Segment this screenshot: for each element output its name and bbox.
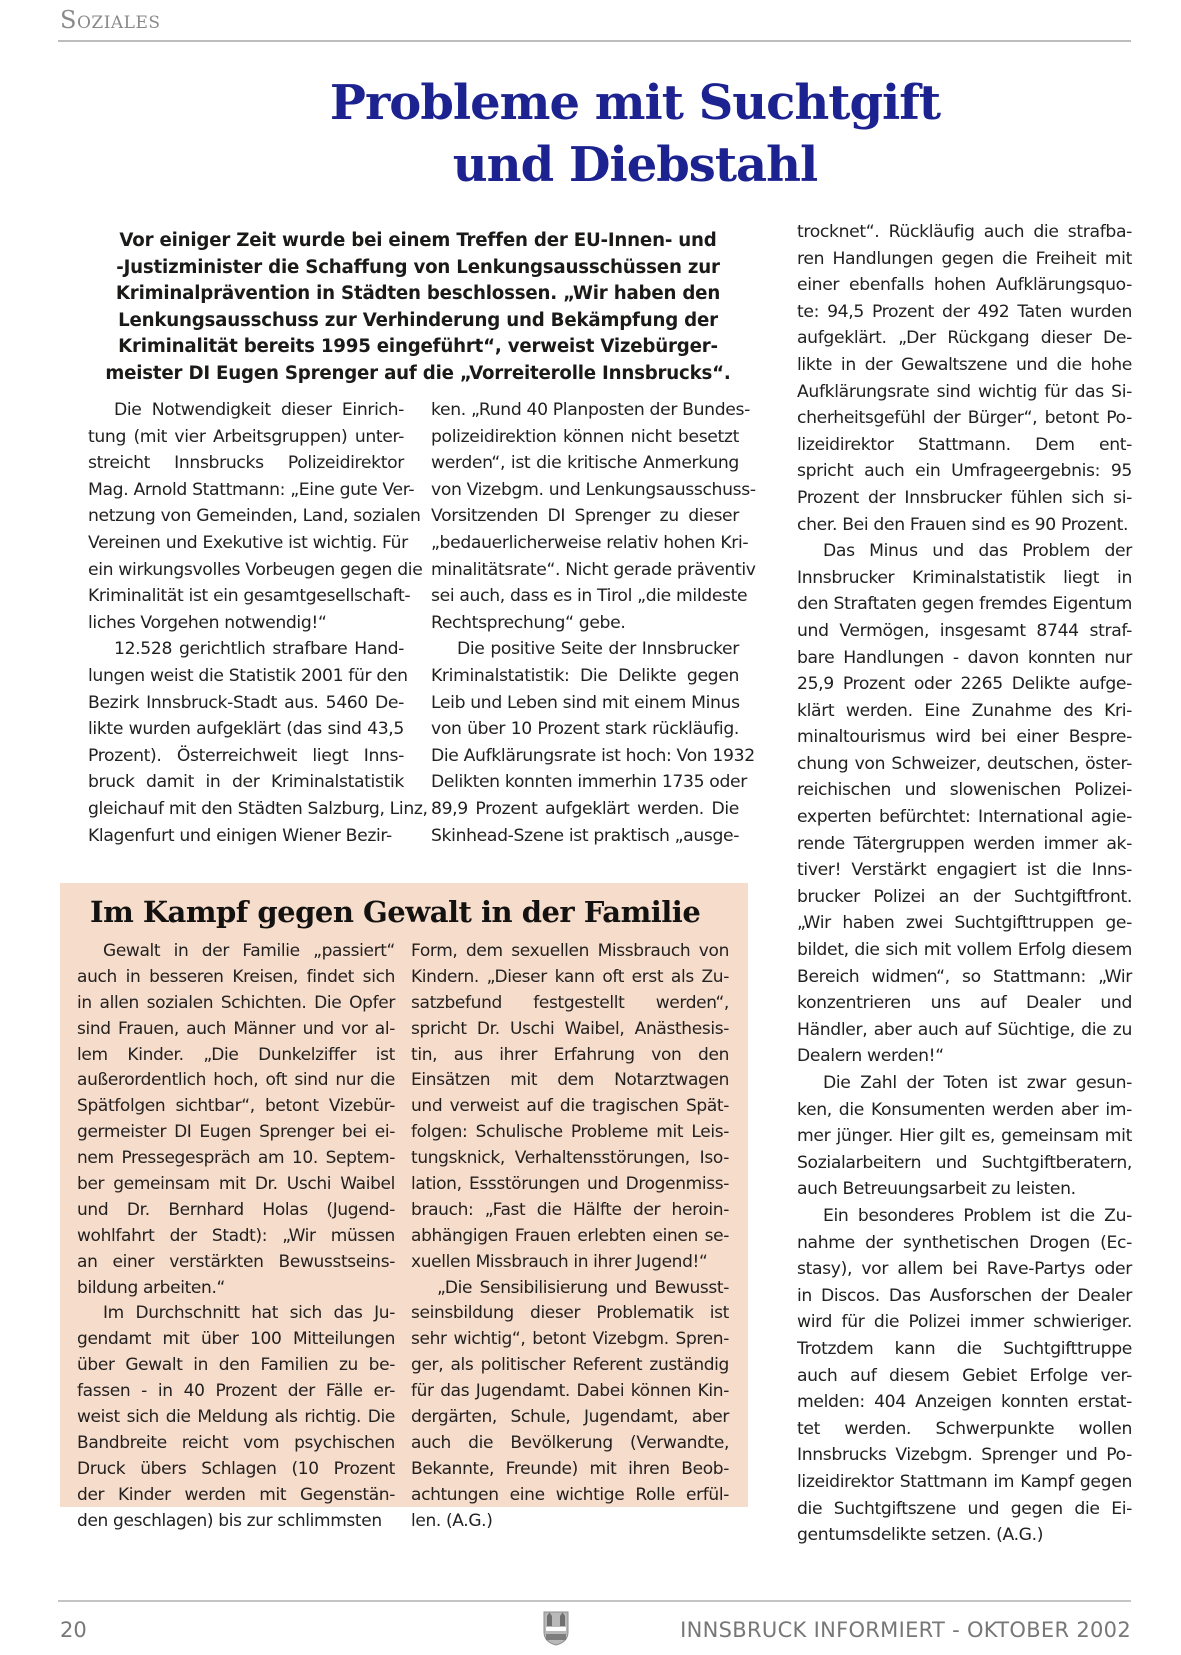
text-line: minaltourismus wird bei einer Bespre-: [797, 727, 1132, 748]
text-line: tin, aus ihrer Erfahrung von den: [411, 1044, 729, 1065]
text-line: nahme der synthetischen Drogen (Ec-: [797, 1232, 1132, 1253]
text-line: streicht Innsbrucks Polizeidirektor: [88, 453, 404, 474]
text-line: auch die Bevölkerung (Verwandte,: [411, 1432, 729, 1453]
text-line: auch auf diesem Gebiet Erfolge ver-: [797, 1365, 1132, 1386]
text-line: sei auch, dass es in Tirol „die mildeste: [431, 586, 748, 607]
text-line: lation, Essstörungen und Drogenmiss-: [411, 1174, 729, 1195]
text-line: für das Jugendamt. Dabei können Kin-: [411, 1381, 729, 1402]
text-line: auch in besseren Kreisen, findet sich: [77, 966, 395, 987]
text-line: cher. Bei den Frauen sind es 90 Prozent.: [797, 514, 1129, 535]
text-line: konzentrieren uns auf Dealer und: [797, 993, 1132, 1014]
text-line: Ein besonderes Problem ist die Zu-: [823, 1205, 1132, 1226]
text-line: gendamt mit über 100 Mitteilungen: [77, 1329, 395, 1350]
lead-line: Kriminalität bereits 1995 eingeführt“, verweist Vizebürger-: [118, 336, 718, 357]
sidebar-box: [60, 883, 748, 1531]
text-line: von über 10 Prozent stark rückläufig.: [431, 719, 739, 740]
text-line: chung von Schweizer, deutschen, öster-: [797, 753, 1132, 774]
text-line: „Die Sensibilisierung und Bewusst-: [437, 1277, 729, 1298]
lead-line: Lenkungsausschuss zur Verhinderung und Bekämpfung der: [118, 309, 718, 331]
text-line: 12.528 gerichtlich strafbare Hand-: [114, 639, 404, 660]
text-line: gentumsdelikte setzen. (A.G.): [797, 1525, 1044, 1546]
text-line: den Straftaten gegen fremdes Eigentum: [797, 594, 1132, 615]
text-line: dergärten, Schule, Jugendamt, aber: [411, 1407, 729, 1428]
text-line: den geschlagen) bis zur schlimmsten: [77, 1510, 382, 1531]
text-line: und Vermögen, insgesamt 8744 straf-: [797, 620, 1132, 641]
article-column-1: [88, 397, 428, 849]
article-column-2: [431, 397, 756, 849]
text-line: Bezirk Innsbruck-Stadt aus. 5460 De-: [88, 692, 404, 713]
text-line: Vorsitzenden DI Sprenger zu dieser: [431, 506, 739, 527]
text-line: satzbefund festgestellt werden“,: [411, 992, 729, 1013]
text-line: Die Aufklärungsrate ist hoch: Von 1932: [431, 745, 755, 766]
text-line: über Gewalt in den Familien zu be-: [77, 1355, 395, 1376]
text-line: Prozent der Innsbrucker fühlen sich si-: [797, 487, 1132, 508]
text-line: und verweist auf die tragischen Spät-: [411, 1096, 729, 1117]
article-headline: [60, 72, 1120, 196]
text-line: lem Kinder. „Die Dunkelziffer ist: [77, 1044, 395, 1065]
text-line: experten befürchtet: International agie-: [797, 807, 1132, 828]
text-line: spricht auch ein Umfrageergebnis: 95: [797, 461, 1132, 482]
text-line: likte in der Gewaltszene und die hohe: [797, 354, 1132, 375]
text-line: Prozent). Österreichweit liegt Inns-: [88, 745, 404, 766]
text-line: lizeidirektor Stattmann. Dem ent-: [797, 434, 1132, 455]
text-line: einer ebenfalls hohen Aufklärungsquo-: [797, 275, 1132, 296]
text-line: Kriminalstatistik: Die Delikte gegen: [431, 665, 739, 686]
text-line: stasy), vor allem bei Rave-Partys oder: [797, 1259, 1132, 1280]
text-line: Leib und Leben sind mit einem Minus: [431, 692, 740, 713]
text-line: aufgeklärt. „Der Rückgang dieser De-: [797, 328, 1132, 349]
top-divider: [58, 40, 1131, 42]
text-line: melden: 404 Anzeigen konnten erstat-: [797, 1392, 1132, 1413]
text-line: „bedauerlicherweise relativ hohen Kri-: [431, 532, 749, 553]
text-line: nem Pressegespräch am 10. Septem-: [77, 1148, 395, 1169]
text-line: brucker Polizei an der Suchtgiftfront.: [797, 886, 1132, 907]
text-line: likte wurden aufgeklärt (das sind 43,5: [88, 719, 404, 740]
text-line: ren Handlungen gegen die Freiheit mit: [797, 248, 1132, 269]
text-line: in allen sozialen Schichten. Die Opfer: [77, 992, 395, 1013]
text-line: 89,9 Prozent aufgeklärt werden. Die: [431, 798, 739, 819]
text-line: achtungen eine wichtige Rolle erfül-: [411, 1484, 729, 1505]
text-line: ein wirkungsvolles Vorbeugen gegen die: [88, 559, 423, 580]
text-line: Form, dem sexuellen Missbrauch von: [411, 941, 729, 961]
text-line: an einer verstärkten Bewusstseins-: [77, 1251, 395, 1272]
text-line: ger, als politischer Referent zuständig: [411, 1355, 729, 1376]
text-line: liches Vorgehen notwendig!“: [88, 612, 327, 633]
text-line: lungen weist die Statistik 2001 für den: [88, 665, 408, 686]
text-line: Die positive Seite der Innsbrucker: [457, 639, 739, 660]
text-line: von Vizebgm. und Lenkungsausschuss-: [431, 479, 756, 500]
text-line: lizeidirektor Stattmann im Kampf gegen: [797, 1471, 1132, 1492]
text-line: Gewalt in der Familie „passiert“: [103, 941, 395, 961]
text-line: wohlfahrt der Stadt): „Wir müssen: [77, 1225, 395, 1246]
headline-line: und Diebstahl: [452, 137, 818, 193]
bottom-divider: [58, 1600, 1131, 1602]
text-line: bruck damit in der Kriminalstatistik: [88, 772, 404, 793]
text-line: te: 94,5 Prozent der 492 Taten wurden: [797, 301, 1132, 322]
text-line: weist sich die Meldung als richtig. Die: [77, 1407, 395, 1428]
text-line: sind Frauen, auch Männer und vor al-: [77, 1018, 395, 1039]
text-line: die Suchtgiftszene und gegen die Ei-: [797, 1498, 1132, 1519]
text-line: gleichauf mit den Städten Salzburg, Linz,: [88, 798, 428, 819]
sidebar-column-1: [77, 939, 395, 1534]
lead-line: -Justizminister die Schaffung von Lenkungsausschüssen zur: [116, 256, 720, 278]
text-line: len. (A.G.): [411, 1510, 493, 1531]
text-line: ber gemeinsam mit Dr. Uschi Waibel: [77, 1174, 395, 1195]
text-line: tungsknick, Verhaltensstörungen, Iso-: [411, 1148, 729, 1169]
text-line: 25,9 Prozent oder 2265 Delikte aufge-: [797, 674, 1132, 695]
text-line: tet werden. Schwerpunkte wollen: [797, 1418, 1132, 1439]
text-line: tiver! Verstärkt engagiert ist die Inns-: [797, 860, 1132, 881]
text-line: trocknet“. Rückläufig auch die strafba-: [797, 222, 1132, 242]
text-line: Die Zahl der Toten ist zwar gesun-: [823, 1073, 1132, 1093]
text-line: rende Tätergruppen werden immer ak-: [797, 833, 1132, 854]
text-line: Aufklärungsrate sind wichtig für das Si-: [797, 381, 1132, 402]
text-line: Sozialarbeitern und Suchtgiftberatern,: [797, 1152, 1132, 1173]
text-line: polizeidirektion können nicht besetzt: [431, 426, 739, 447]
text-line: folgen: Schulische Probleme mit Leis-: [411, 1122, 729, 1143]
text-line: auch Betreuungsarbeit zu leisten.: [797, 1179, 1076, 1200]
text-line: mer jünger. Hier gilt es, gemeinsam mit: [797, 1126, 1132, 1147]
text-line: Bekannte, Freunde) mit ihren Beob-: [411, 1458, 729, 1479]
lead-line: Vor einiger Zeit wurde bei einem Treffen der EU-Innen- und: [119, 230, 717, 251]
text-line: Die Notwendigkeit dieser Einrich-: [114, 400, 404, 420]
headline-line: Probleme mit Suchtgift: [329, 75, 941, 131]
text-line: Bandbreite reicht vom psychischen: [77, 1432, 395, 1453]
text-line: brauch: „Fast die Hälfte der heroin-: [411, 1199, 729, 1220]
text-line: wird für die Polizei immer schwieriger.: [797, 1312, 1132, 1333]
text-line: und Dr. Bernhard Holas (Jugend-: [77, 1199, 395, 1220]
text-line: Vereinen und Exekutive ist wichtig. Für: [88, 532, 408, 553]
text-line: Skinhead-Szene ist praktisch „ausge-: [431, 825, 740, 846]
text-line: Innsbrucker Kriminalstatistik liegt in: [797, 567, 1132, 588]
text-line: tung (mit vier Arbeitsgruppen) unter-: [88, 426, 404, 447]
text-line: Das Minus und das Problem der: [823, 541, 1132, 562]
text-line: der Kinder werden mit Gegenstän-: [77, 1484, 395, 1505]
text-line: Bereich widmen“, so Stattmann: „Wir: [797, 966, 1132, 987]
text-line: „Wir haben zwei Suchtgifttruppen ge-: [797, 913, 1132, 934]
text-line: bildung arbeiten.“: [77, 1277, 225, 1298]
text-line: ken, die Konsumenten werden aber im-: [797, 1099, 1132, 1120]
text-line: außerordentlich hoch, oft sind nur die: [77, 1070, 395, 1091]
text-line: Druck übers Schlagen (10 Prozent: [77, 1458, 395, 1479]
text-line: germeister DI Eugen Sprenger bei ei-: [77, 1122, 395, 1143]
text-line: Kindern. „Dieser kann oft erst als Zu-: [411, 966, 729, 987]
sidebar-box-title: Im Kampf gegen Gewalt in der Familie: [90, 895, 701, 929]
publication-title: INNSBRUCK INFORMIERT - OKTOBER 2002: [680, 1618, 1131, 1642]
text-line: in Discos. Das Ausforschen der Dealer: [797, 1285, 1132, 1306]
text-line: Spätfolgen sichtbar“, betont Vizebür-: [77, 1096, 395, 1117]
text-line: Klagenfurt und einigen Wiener Bezir-: [88, 825, 392, 846]
text-line: Rechtsprechung“ gebe.: [431, 612, 626, 633]
text-line: Im Durchschnitt hat sich das Ju-: [103, 1303, 395, 1324]
text-line: fassen - in 40 Prozent der Fälle er-: [77, 1381, 395, 1402]
text-line: sehr wichtig“, betont Vizebgm. Spren-: [411, 1329, 729, 1350]
text-line: Kriminalität ist ein gesamtgesellschaft-: [88, 586, 411, 607]
sidebar-column-2: [411, 939, 729, 1534]
text-line: xuellen Missbrauch in ihrer Jugend!“: [411, 1251, 708, 1272]
text-line: klärt werden. Eine Zunahme des Kri-: [797, 700, 1132, 721]
text-line: Mag. Arnold Stattmann: „Eine gute Ver-: [88, 479, 415, 500]
text-line: Dealern werden!“: [797, 1046, 944, 1067]
page-number: 20: [60, 1618, 87, 1642]
text-line: seinsbildung dieser Problematik ist: [411, 1303, 729, 1324]
text-line: Innsbrucks Vizebgm. Sprenger und Po-: [797, 1445, 1132, 1466]
text-line: spricht Dr. Uschi Waibel, Anästhesis-: [411, 1018, 729, 1039]
text-line: abhängigen Frauen erlebten einen se-: [411, 1225, 729, 1246]
text-line: reichischen und slowenischen Polizei-: [797, 780, 1132, 801]
text-line: werden“, ist die kritische Anmerkung: [431, 453, 739, 474]
article-lead: [88, 228, 748, 387]
text-line: Einsätzen mit dem Notarztwagen: [411, 1070, 729, 1091]
lead-line: Kriminalprävention in Städten beschlossen. „Wir haben den: [115, 283, 721, 304]
text-line: Trotzdem kann die Suchtgifttruppe: [797, 1338, 1132, 1359]
text-line: bildet, die sich mit vollem Erfolg diesem: [797, 940, 1132, 961]
article-column-3: [797, 219, 1132, 1549]
text-line: Delikten konnten immerhin 1735 oder: [431, 772, 747, 793]
section-label: Soziales: [60, 6, 161, 34]
text-line: bare Handlungen - davon konnten nur: [797, 647, 1132, 668]
text-line: ken. „Rund 40 Planposten der Bundes-: [431, 400, 750, 420]
city-crest-icon: [542, 1610, 570, 1646]
text-line: netzung von Gemeinden, Land, sozialen: [88, 506, 421, 527]
text-line: Händler, aber auch auf Süchtige, die zu: [797, 1019, 1132, 1040]
text-line: cherheitsgefühl der Bürger“, betont Po-: [797, 408, 1132, 429]
text-line: minalitätsrate“. Nicht gerade präventiv: [431, 559, 756, 580]
lead-line: meister DI Eugen Sprenger auf die „Vorreiterolle Innsbrucks“.: [105, 362, 731, 384]
